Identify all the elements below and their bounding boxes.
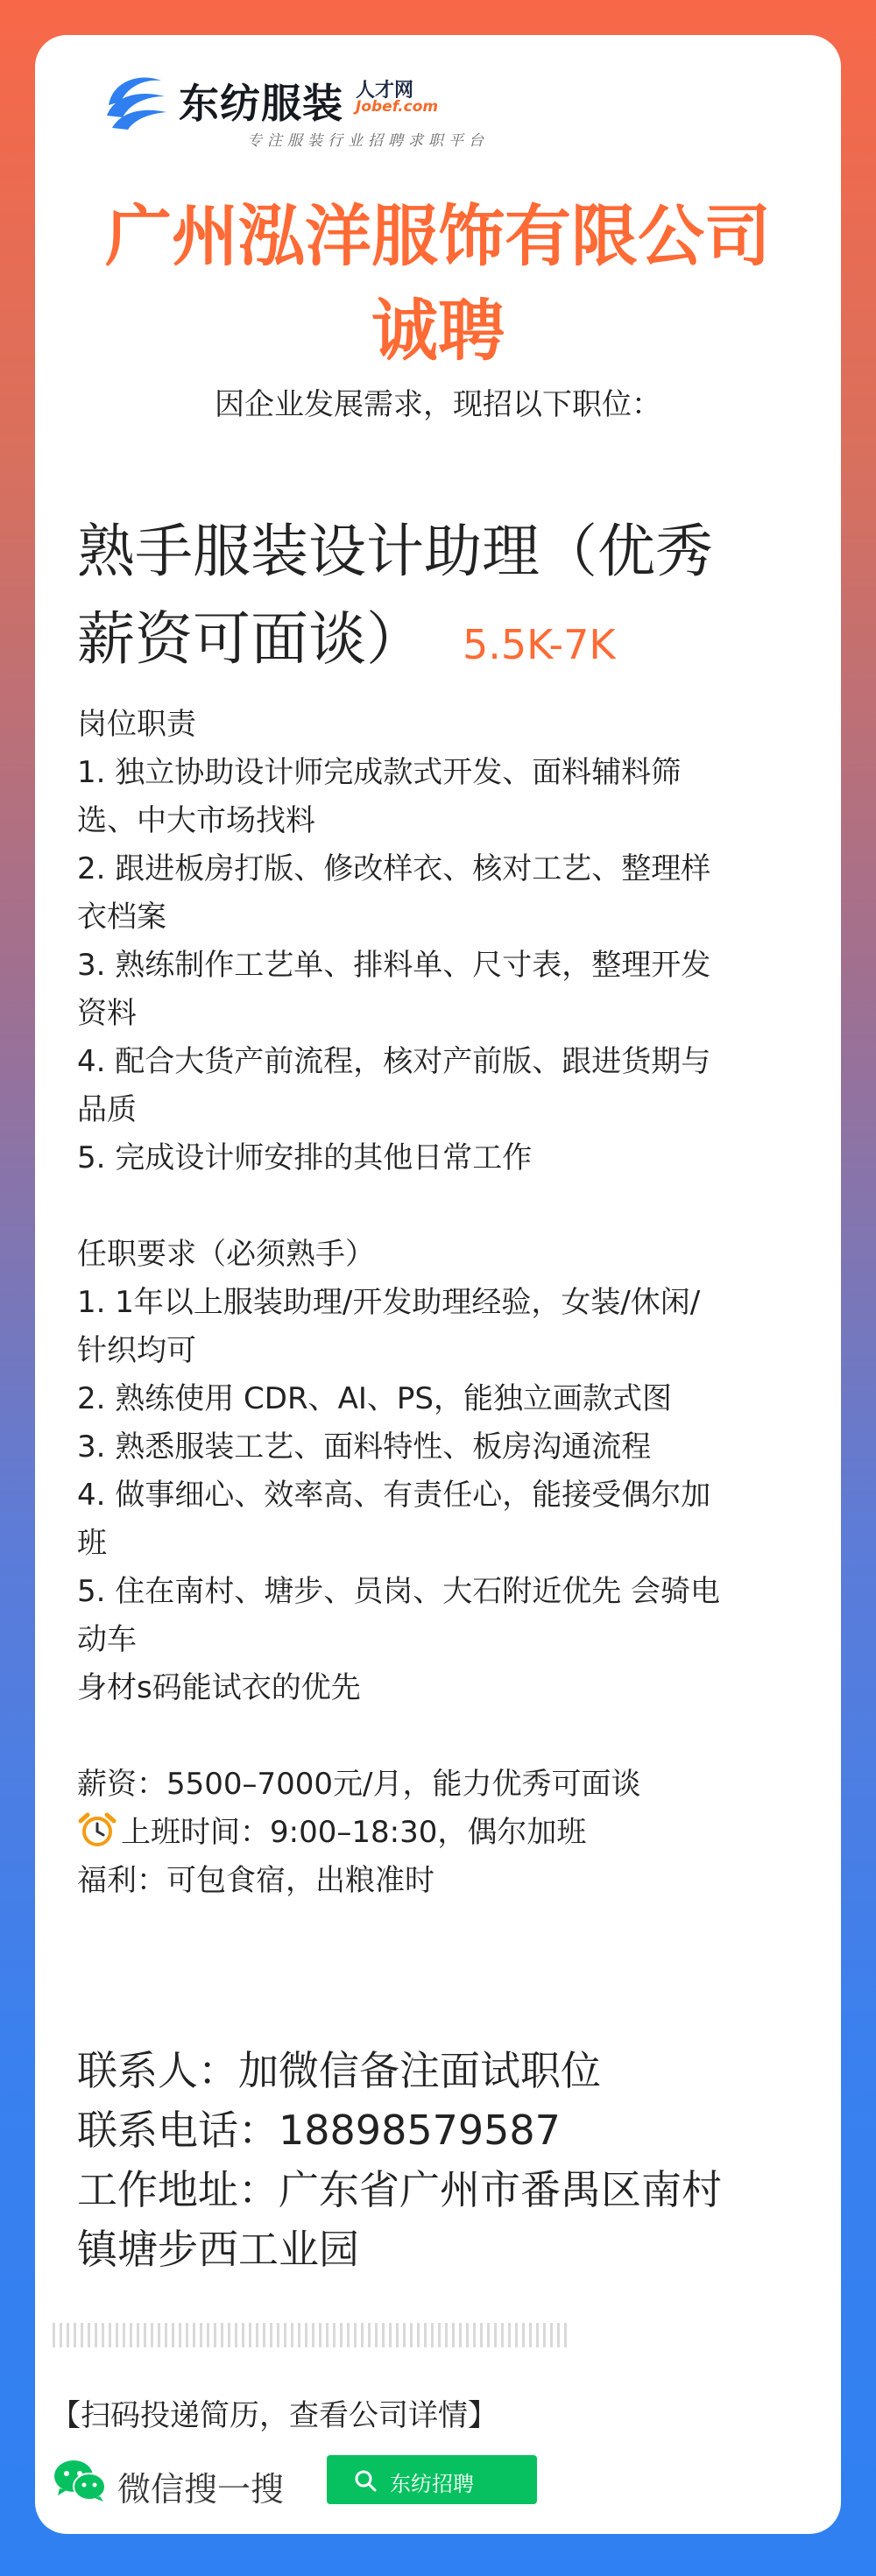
scan-instruction: 【扫码投递简历，查看公司详情】 [51,2398,498,2433]
divider-stripes [53,2323,571,2347]
requirement-line: 5. 住在南村、塘步、员岗、大石附近优先 会骑电 [77,1574,721,1609]
requirement-line: 2. 熟练使用 CDR、AI、PS，能独立画款式图 [77,1381,672,1416]
duty-line: 2. 跟进板房打版、修改样衣、核对工艺、整理样 [77,851,711,886]
requirement-line: 针织均可 [77,1333,196,1368]
contact-address: 镇塘步西工业园 [77,2226,359,2273]
wechat-search-button[interactable] [327,2455,537,2504]
company-name: 广州泓洋服饰有限公司 [105,197,771,275]
alarm-clock-icon [77,1812,117,1847]
job-title [77,508,795,688]
requirements-heading: 任职要求（必须熟手） [77,1237,375,1272]
duty-line: 4. 配合大货产前流程，核对产前版、跟进货期与 [77,1044,711,1079]
duty-line: 资料 [77,996,137,1031]
duty-line: 1. 独立协助设计师完成款式开发、面料辅料筛 [77,755,682,790]
duties-heading: 岗位职责 [77,707,196,742]
contact-info [77,2041,813,2279]
intro-text: 因企业发展需求，现招以下职位： [215,387,661,422]
requirement-line: 班 [77,1526,107,1561]
spacer [77,1712,802,1761]
logo-brand: 东纺服装 [179,80,343,127]
contact-address: 工作地址：广东省广州市番禺区南村 [77,2166,722,2213]
hiring-title: 诚聘 [371,292,505,370]
requirement-line: 1. 1年以上服装助理/开发助理经验，女装/休闲/ [77,1285,701,1320]
requirement-line: 3. 熟悉服装工艺、面料特性、板房沟通流程 [77,1429,652,1464]
duty-line: 品质 [77,1092,137,1127]
logo-slogan: 专注服装行业招聘求职平台 [247,132,489,150]
job-title-line2: 薪资可面谈） [77,605,424,673]
job-title-line1: 熟手服装设计助理（优秀 [77,518,713,585]
logo-sub: 人才网 [356,80,414,102]
logo-domain: Jobef.com [356,98,439,116]
duty-line: 5. 完成设计师安排的其他日常工作 [77,1140,533,1175]
wechat-search-label: 微信搜一搜 [117,2470,285,2509]
contact-person: 联系人：加微信备注面试职位 [77,2047,601,2094]
poster-card [35,35,841,2534]
salary-tag: 5.5K-7K [463,621,616,668]
logo-mark-icon [103,70,170,135]
wechat-icon [53,2459,107,2502]
search-icon [353,2468,378,2493]
search-keyword: 东纺招聘 [390,2472,474,2496]
welfare-line: 福利：可包食宿，出粮准时 [77,1863,434,1898]
contact-phone[interactable]: 联系电话：18898579587 [77,2107,561,2154]
job-description [77,701,802,1905]
duty-line: 3. 熟练制作工艺单、排料单、尺寸表，整理开发 [77,948,711,983]
hours-text: 上班时间：9:00–18:30，偶尔加班 [121,1815,587,1850]
duty-line: 衣档案 [77,900,166,935]
requirement-line: 身材s码能试衣的优先 [77,1670,361,1705]
salary-line: 薪资：5500–7000元/月，能力优秀可面谈 [77,1767,641,1802]
requirement-line: 4. 做事细心、效率高、有责任心，能接受偶尔加 [77,1478,711,1513]
duty-line: 选、中大市场找料 [77,803,315,838]
requirement-line: 动车 [77,1622,137,1657]
spacer [77,1182,802,1231]
hours-line [77,1809,802,1857]
